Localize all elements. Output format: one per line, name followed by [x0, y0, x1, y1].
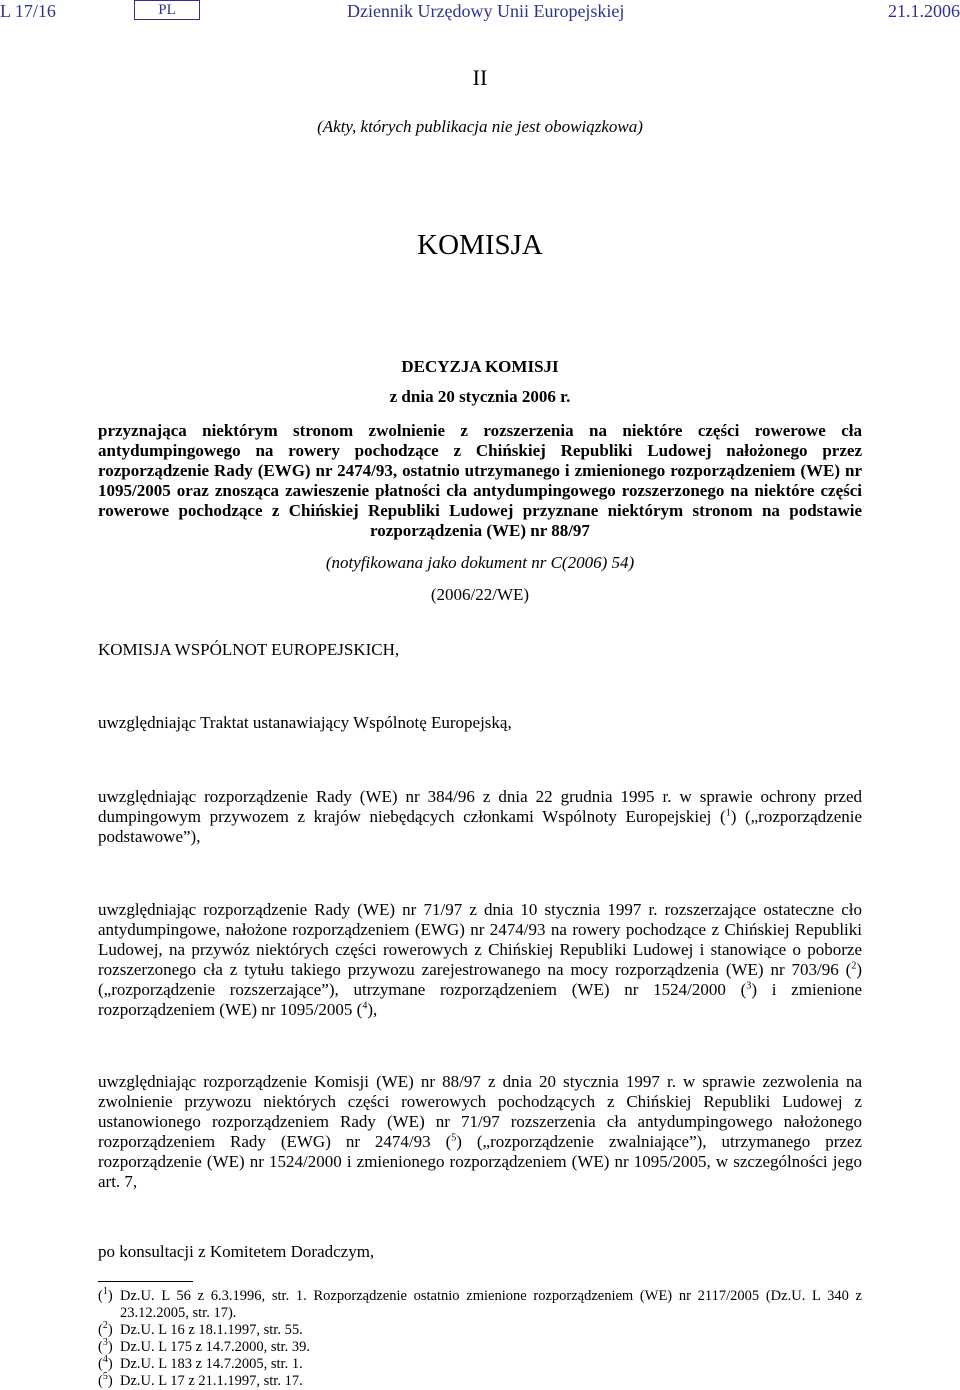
footnote-number: 1 — [102, 1286, 108, 1298]
recital-basic-regulation — [98, 787, 862, 847]
footnote: ($^2$) Dz.U. L 16 z 18.1.1997, str. 55. — [98, 1322, 862, 1339]
recital-text: ) („rozporządzenie rozszerzające”), utrzymane rozporządzeniem (WE) nr 1524/2000 ( — [98, 960, 862, 999]
footnote-text: Dz.U. L 175 z 14.7.2000, str. 39. — [120, 1339, 310, 1355]
footnote: ($^1$) Dz.U. L 56 z 6.3.1996, str. 1. Rozporządzenie ostatnio zmienione rozporządzeniem (WE) nr 2117/2005 (Dz.U. L 340 z 23.12.2005, str. 17). — [98, 1286, 862, 1321]
recital-text: ) („rozporządzenie podstawowe”), — [98, 807, 863, 846]
journal-title: Dziennik Urzędowy Unii Europejskiej — [347, 1, 625, 21]
footnote-text: Dz.U. L 183 z 14.7.2005, str. 1. — [120, 1356, 303, 1372]
decision-date: z dnia 20 stycznia 2006 r. — [389, 387, 571, 406]
language-badge: PL — [134, 0, 200, 20]
footnotes — [98, 1288, 862, 1390]
footnote: ($^4$) Dz.U. L 183 z 14.7.2005, str. 1. — [98, 1356, 862, 1373]
footnote-text: Dz.U. L 16 z 18.1.1997, str. 55. — [120, 1322, 303, 1338]
recital-text: ) i zmienione rozporządzeniem (WE) nr 1095/2005 ( — [98, 980, 862, 1019]
footnote-ref: 5 — [451, 1132, 457, 1144]
footnote-number: 3 — [102, 1337, 108, 1349]
recital-text: uwzględniając rozporządzenie Rady (WE) nr 71/97 z dnia 10 stycznia 1997 r. rozszerzające ostateczne cło antydumpingowe, nałożone rozporządzeniem (EWG) nr 2474/93 na rowery pochodzące z Chińskiej Republiki Ludowej, na przywóz niektórych części rowerowych z Chińskiej Republiki Ludowej i stanowiące o poborze rozszerzonego cła z tytułu takiego przywozu zarejestrowanego na mocy rozporządzenia (WE) nr 703/96 ( — [98, 900, 862, 979]
footnote-divider — [98, 1281, 193, 1282]
opening-line: KOMISJA WSPÓLNOT EUROPEJSKICH, — [98, 640, 400, 659]
consultation-line: po konsultacji z Komitetem Doradczym, — [98, 1242, 375, 1261]
recital-text: uwzględniając rozporządzenie Komisji (WE) nr 88/97 z dnia 20 stycznia 1997 r. w sprawie zezwolenia na zwolnienie przywozu niektórych części rowerowych pochodzących z Chińskiej Republiki Ludowej z ustanowionego rozporządzeniem Rady (WE) nr 71/97 rozszerzenia cła antydumpingowego nałożonego rozporządzeniem Rady (EWG) nr 2474/93 ( — [98, 1072, 862, 1151]
footnote-ref: 1 — [725, 807, 731, 819]
footnote-ref: 3 — [746, 980, 752, 992]
recital-extending-regulation — [98, 900, 862, 1020]
document-number: (2006/22/WE) — [430, 585, 530, 604]
decision-type: DECYZJA KOMISJI — [401, 357, 559, 376]
recital-text: ) („rozporządzenie zwalniające”), utrzymanego przez rozporządzenie (WE) nr 1524/2000 i zmienionego rozporządzeniem (WE) nr 1095/2005, w szczególności jego art. 7, — [98, 1132, 863, 1191]
section-number: II — [472, 65, 488, 90]
footnote: ($^5$) Dz.U. L 17 z 21.1.1997, str. 17. — [98, 1373, 862, 1390]
footnote: ($^3$) Dz.U. L 175 z 14.7.2000, str. 39. — [98, 1339, 862, 1356]
footnote-number: 5 — [102, 1371, 108, 1383]
institution-heading: KOMISJA — [417, 229, 543, 261]
footnote-ref: 4 — [362, 1000, 368, 1012]
footnote-text: Dz.U. L 56 z 6.3.1996, str. 1. Rozporządzenie ostatnio zmienione rozporządzeniem (WE) nr 2117/2005 (Dz.U. L 340 z 23.12.2005, str. 17). — [120, 1288, 862, 1321]
recital-exempting-regulation — [98, 1072, 862, 1192]
section-subtitle: (Akty, których publikacja nie jest obowiązkowa) — [317, 117, 643, 136]
footnote-number: 4 — [102, 1354, 108, 1366]
footnote-text: Dz.U. L 17 z 21.1.1997, str. 17. — [120, 1373, 303, 1389]
recital-treaty: uwzględniając Traktat ustanawiający Wspólnotę Europejską, — [98, 713, 512, 732]
publication-date: 21.1.2006 — [888, 1, 960, 21]
footnote-number: 2 — [102, 1320, 108, 1332]
recital-text: ), — [367, 1000, 378, 1019]
page-reference: L 17/16 — [0, 1, 56, 21]
recital-text: uwzględniając rozporządzenie Rady (WE) nr 384/96 z dnia 22 grudnia 1995 r. w sprawie ochrony przed dumpingowym przywozem z krajów niebędących członkami Wspólnoty Europejskiej ( — [98, 787, 862, 826]
notification-note: (notyfikowana jako dokument nr C(2006) 54) — [325, 553, 635, 572]
decision-title: przyznająca niektórym stronom zwolnienie z rozszerzenia na niektóre części rowerowe cła antydumpingowego na rowery pochodzące z Chińskiej Republiki Ludowej nałożonego przez rozporządzenie Rady (EWG) nr 2474/93, ostatnio utrzymanego i zmienionego rozporządzeniem (WE) nr 1095/2005 oraz znosząca zawieszenie płatności cła antydumpingowego rozszerzonego na niektóre części rowerowe pochodzące z Chińskiej Republiki Ludowej przyznane niektórym stronom na podstawie rozporządzenia (WE) nr 88/97 — [98, 421, 862, 540]
page-header — [0, 0, 960, 26]
footnote-ref: 2 — [851, 960, 857, 972]
